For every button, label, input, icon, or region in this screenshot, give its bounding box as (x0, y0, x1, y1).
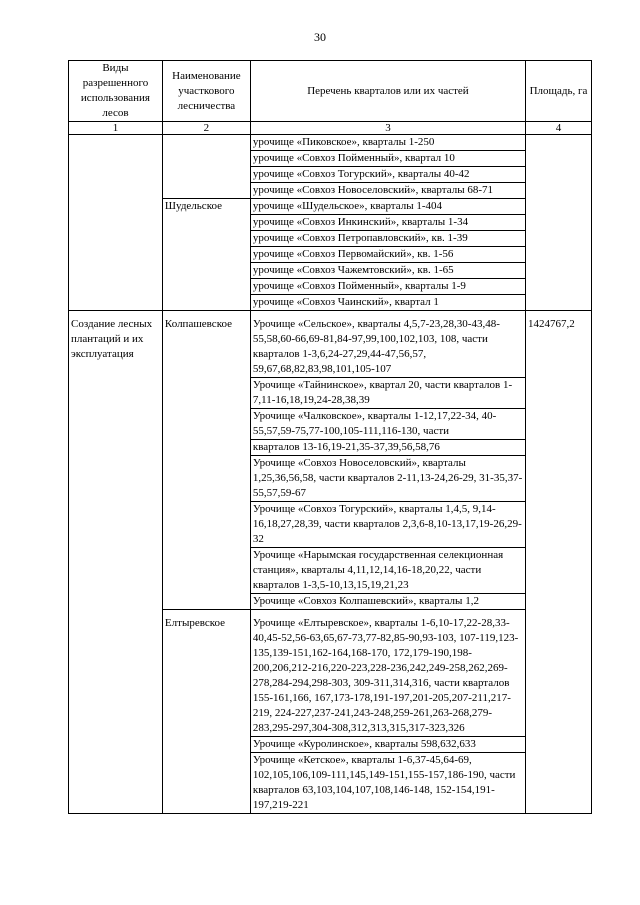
area-value: 1424767,2 (526, 311, 592, 814)
quarters-cell: урочище «Совхоз Тогурский», кварталы 40-42 (250, 167, 525, 183)
quarters-cell: Урочище «Тайнинское», квартал 20, части кварталов 1-7,11-16,18,19,24-28,38,39 (250, 378, 525, 409)
header-area: Площадь, га (526, 61, 592, 122)
table-header-row (69, 61, 592, 122)
quarters-cell: урочище «Совхоз Чажемтовский», кв. 1-65 (250, 263, 525, 279)
quarters-cell: урочище «Пиковское», кварталы 1-250 (250, 135, 525, 151)
forestry-cell: Шудельское (162, 199, 250, 311)
quarters-cell: кварталов 13-16,19-21,35-37,39,56,58,76 (250, 440, 525, 456)
quarters-cell: Урочище «Елтыревское», кварталы 1-6,10-17,22-28,33-40,45-52,56-63,65,67-73,77-82,85-90,93-103, 107-119,123-135,139-151,162-164,168-170, 172,179-190,198-200,206,212-216,220-223,228-236,242,249-258,262,269-278,284-294,298-303, 309-311,314,316, части кварталов 155-161,166, 167,173-178,191-197,201-205,207-211,217-219, 224-227,237-241,243-248,259-261,263-268,279-283,295-297,304-308,312,313,315,317-323,326 (250, 610, 525, 737)
quarters-cell: Урочище «Кетское», кварталы 1-6,37-45,64-69, 102,105,106,109-111,145,149-151,155-157,186-190, части кварталов 63,103,104,107,108,146-148, 152-154,191-197,219-221 (250, 753, 525, 814)
use-type-cell (69, 135, 163, 311)
quarters-cell: урочище «Шудельское», кварталы 1-404 (250, 199, 525, 215)
forestry-cell (162, 135, 250, 199)
column-number: 2 (162, 122, 250, 135)
quarters-cell: Урочище «Сельское», кварталы 4,5,7-23,28,30-43,48-55,58,60-66,69-81,84-97,99,100,102,103, 108, части кварталов 1-3,6,24-27,29,44-47,56,57, 59,67,68,82,83,98,101,105-107 (250, 311, 525, 378)
quarters-cell: урочище «Совхоз Пойменный», квартал 10 (250, 151, 525, 167)
quarters-cell: Урочище «Совхоз Колпашевский», кварталы 1,2 (250, 594, 525, 610)
column-number: 3 (250, 122, 525, 135)
header-forestry: Наименование участкового лесничества (162, 61, 250, 122)
quarters-cell: урочище «Совхоз Первомайский», кв. 1-56 (250, 247, 525, 263)
column-number: 4 (526, 122, 592, 135)
header-use-type: Виды разрешенного использования лесов (69, 61, 163, 122)
quarters-cell: урочище «Совхоз Пойменный», кварталы 1-9 (250, 279, 525, 295)
quarters-cell: урочище «Совхоз Инкинский», кварталы 1-34 (250, 215, 525, 231)
forestry-cell: Колпашевское (162, 311, 250, 610)
quarters-cell: урочище «Совхоз Чаинский», квартал 1 (250, 295, 525, 311)
table-row (69, 135, 592, 151)
use-type-cell: Создание лесных плантаций и их эксплуатация (69, 311, 163, 814)
forest-use-table (68, 60, 592, 814)
forestry-cell: Елтыревское (162, 610, 250, 814)
quarters-cell: Урочище «Совхоз Новоселовский», кварталы 1,25,36,56,58, части кварталов 2-11,13-24,26-29, 31-35,37-55,57,59-67 (250, 456, 525, 502)
quarters-cell: урочище «Совхоз Петропавловский», кв. 1-39 (250, 231, 525, 247)
quarters-cell: Урочище «Нарымская государственная селекционная станция», кварталы 4,11,12,14,16-18,20,22, части кварталов 1-3,5-10,13,15,19,21,23 (250, 548, 525, 594)
table-row (69, 311, 592, 378)
column-number: 1 (69, 122, 163, 135)
quarters-cell: Урочище «Совхоз Тогурский», кварталы 1,4,5, 9,14-16,18,27,28,39, части кварталов 2,3,6-8,10-13,17,19-26,29-32 (250, 502, 525, 548)
header-quarters: Перечень кварталов или их частей (250, 61, 525, 122)
page-number: 30 (314, 30, 326, 44)
area-cell (526, 135, 592, 311)
quarters-cell: Урочище «Чалковское», кварталы 1-12,17,22-34, 40-55,57,59-75,77-100,105-111,116-130, части (250, 409, 525, 440)
quarters-cell: урочище «Совхоз Новоселовский», кварталы 68-71 (250, 183, 525, 199)
quarters-cell: Урочище «Куролинское», кварталы 598,632,633 (250, 737, 525, 753)
column-number-row (69, 122, 592, 135)
